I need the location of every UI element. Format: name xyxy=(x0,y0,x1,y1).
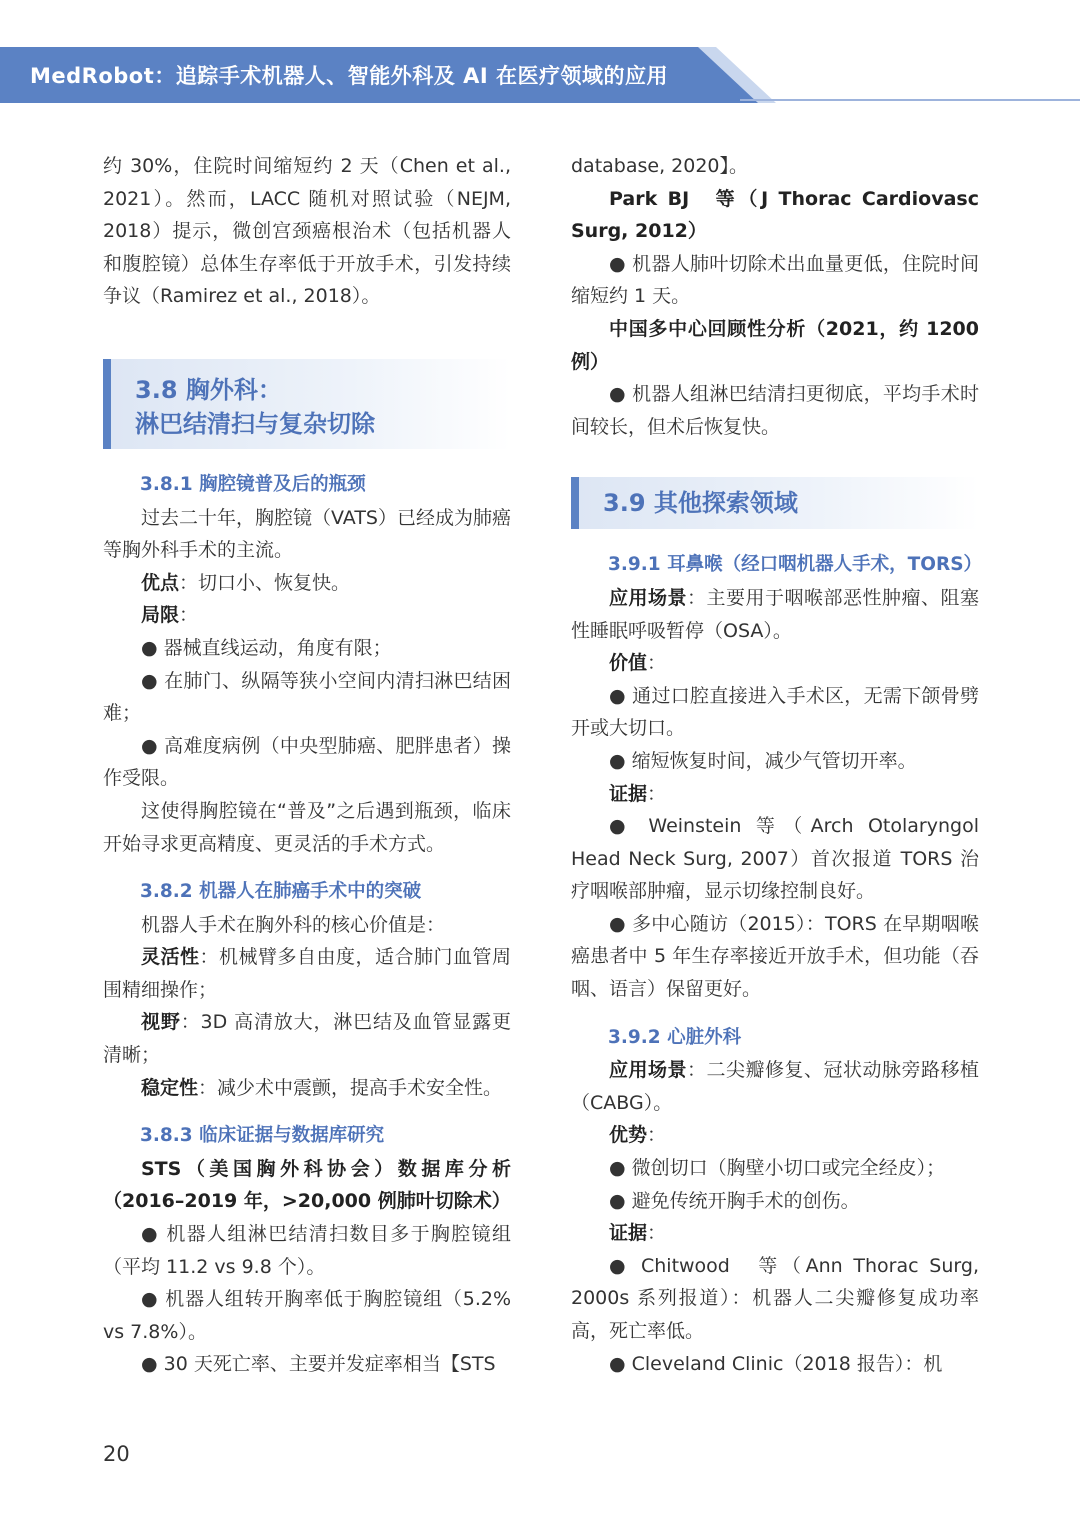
text: ： xyxy=(647,782,667,805)
bullet-item: ● Weinstein 等（Arch Otolaryngol Head Neck Surg, 2007）首次报道 TORS 治疗咽喉部肿瘤，显示切缘控制良好。 xyxy=(571,815,979,903)
text: ：切口小、恢复快。 xyxy=(179,571,351,594)
bullet-item: ● 微创切口（胸壁小切口或完全经皮）； xyxy=(609,1157,946,1180)
left-column xyxy=(103,150,511,1381)
value-line xyxy=(571,647,979,680)
evidence-line xyxy=(571,1217,979,1250)
subsection-title-3-8-2: 3.8.2 机器人在肺癌手术中的突破 xyxy=(140,881,422,903)
stability-line xyxy=(103,1072,511,1105)
paragraph: 机器人手术在胸外科的核心价值是： xyxy=(141,913,446,936)
evidence-line xyxy=(571,778,979,811)
study-heading: Park BJ 等（J Thorac Cardiovasc Surg, 2012） xyxy=(571,187,979,243)
text: ：二尖瓣修复、冠状动脉旁路移植（CABG）。 xyxy=(571,1059,979,1114)
application-line xyxy=(571,582,979,647)
study-heading: 中国多中心回顾性分析（2021，约 1200 例） xyxy=(571,317,979,373)
banner-rule xyxy=(740,99,1080,101)
limitation-line xyxy=(103,599,511,632)
text: ：机械臂多自由度，适合肺门血管周围精细操作； xyxy=(103,946,511,1001)
bullet-item: ● 30 天死亡率、主要并发症率相当【STS xyxy=(141,1353,496,1376)
subsection-title-3-9-2: 3.9.2 心脏外科 xyxy=(608,1026,742,1048)
subsection-title-3-9-1: 3.9.1 耳鼻喉（经口咽机器人手术，TORS） xyxy=(608,554,983,576)
page-number: 20 xyxy=(103,1442,130,1466)
bullet-item: ● 机器人组淋巴结清扫更彻底，平均手术时间较长，但术后恢复快。 xyxy=(571,383,979,438)
label: 价值 xyxy=(609,652,648,675)
bullet-item: ● 器械直线运动，角度有限； xyxy=(141,636,392,659)
bullet-item: ● 机器人组淋巴结清扫数目多于胸腔镜组（平均 11.2 vs 9.8 个）。 xyxy=(103,1223,511,1278)
bullet-item: ● 高难度病例（中央型肺癌、肥胖患者）操作受限。 xyxy=(103,734,511,790)
subsection-title-3-8-3: 3.8.3 临床证据与数据库研究 xyxy=(140,1125,385,1147)
label: 稳定性 xyxy=(141,1076,199,1099)
bullet-item: ● 多中心随访（2015）：TORS 在早期咽喉癌患者中 5 年生存率接近开放手术，但功能（吞咽、语言）保留更好。 xyxy=(571,912,979,1001)
view-line xyxy=(103,1006,511,1071)
label: 应用场景 xyxy=(609,586,687,609)
text: ： xyxy=(179,604,199,627)
section-heading-3-8 xyxy=(103,359,511,449)
label: 证据 xyxy=(609,1222,648,1245)
bullet-item: ● 机器人肺叶切除术出血量更低，住院时间缩短约 1 天。 xyxy=(571,252,979,308)
bullet-item: ● 通过口腔直接进入手术区，无需下颌骨劈开或大切口。 xyxy=(571,684,979,740)
bullet-item: ● Cleveland Clinic（2018 报告）：机 xyxy=(609,1352,943,1375)
application-line xyxy=(571,1054,979,1119)
section-heading-line-2: 淋巴结清扫与复杂切除 xyxy=(135,409,375,438)
bullet-item: ● 在肺门、纵隔等狭小空间内清扫淋巴结困难； xyxy=(103,669,511,725)
bullet-item: ● 避免传统开胸手术的创伤。 xyxy=(609,1189,860,1212)
text: ：3D 高清放大，淋巴结及血管显露更清晰； xyxy=(103,1011,511,1067)
advantage-line xyxy=(103,567,511,600)
label: 证据 xyxy=(609,782,648,805)
section-heading-3-9: 3.9 其他探索领域 xyxy=(571,477,979,529)
label: 视野 xyxy=(141,1011,181,1034)
advantage-line xyxy=(571,1119,979,1152)
label: 局限 xyxy=(141,604,180,627)
label: 灵活性 xyxy=(141,946,200,969)
label: 优点 xyxy=(141,571,180,594)
flexibility-line xyxy=(103,941,511,1006)
section-heading-line-1: 3.8 胸外科： xyxy=(135,375,282,404)
text: ： xyxy=(647,1222,667,1245)
right-column xyxy=(571,150,983,1380)
sts-heading: STS（美国胸外科协会）数据库分析（2016–2019 年，>20,000 例肺叶切除术） xyxy=(103,1157,511,1213)
label: 优势 xyxy=(609,1124,648,1147)
label: 应用场景 xyxy=(609,1059,687,1082)
header-banner xyxy=(0,47,1080,103)
bullet-item: ● Chitwood 等（Ann Thorac Surg, 2000s 系列报道）：机器人二尖瓣修复成功率高，死亡率低。 xyxy=(571,1254,979,1342)
paragraph: 这使得胸腔镜在“普及”之后遇到瓶颈，临床开始寻求更高精度、更灵活的手术方式。 xyxy=(103,799,511,855)
text: ： xyxy=(647,1124,667,1147)
text: ： xyxy=(647,652,667,675)
intro-paragraph: 约 30%，住院时间缩短约 2 天（Chen et al., 2021）。然而，LACC 随机对照试验（NEJM, 2018）提示，微创宫颈癌根治术（包括机器人和腹腔镜）总体生存率低于开放手术，引发持续争议（Ramirez et al., 2018）。 xyxy=(103,155,511,308)
paragraph: 过去二十年，胸腔镜（VATS）已经成为肺癌等胸外科手术的主流。 xyxy=(103,506,511,562)
header-title: MedRobot：追踪手术机器人、智能外科及 AI 在医疗领域的应用 xyxy=(30,64,668,88)
text: ：减少术中震颤，提高手术安全性。 xyxy=(198,1076,503,1099)
bullet-item: ● 缩短恢复时间，减少气管切开率。 xyxy=(609,749,917,772)
subsection-title-3-8-1: 3.8.1 胸腔镜普及后的瓶颈 xyxy=(140,473,366,495)
continued-text: database, 2020】。 xyxy=(571,155,749,177)
bullet-item: ● 机器人组转开胸率低于胸腔镜组（5.2% vs 7.8%）。 xyxy=(103,1288,511,1343)
text: ：主要用于咽喉部恶性肿瘤、阻塞性睡眠呼吸暂停（OSA）。 xyxy=(571,586,979,642)
